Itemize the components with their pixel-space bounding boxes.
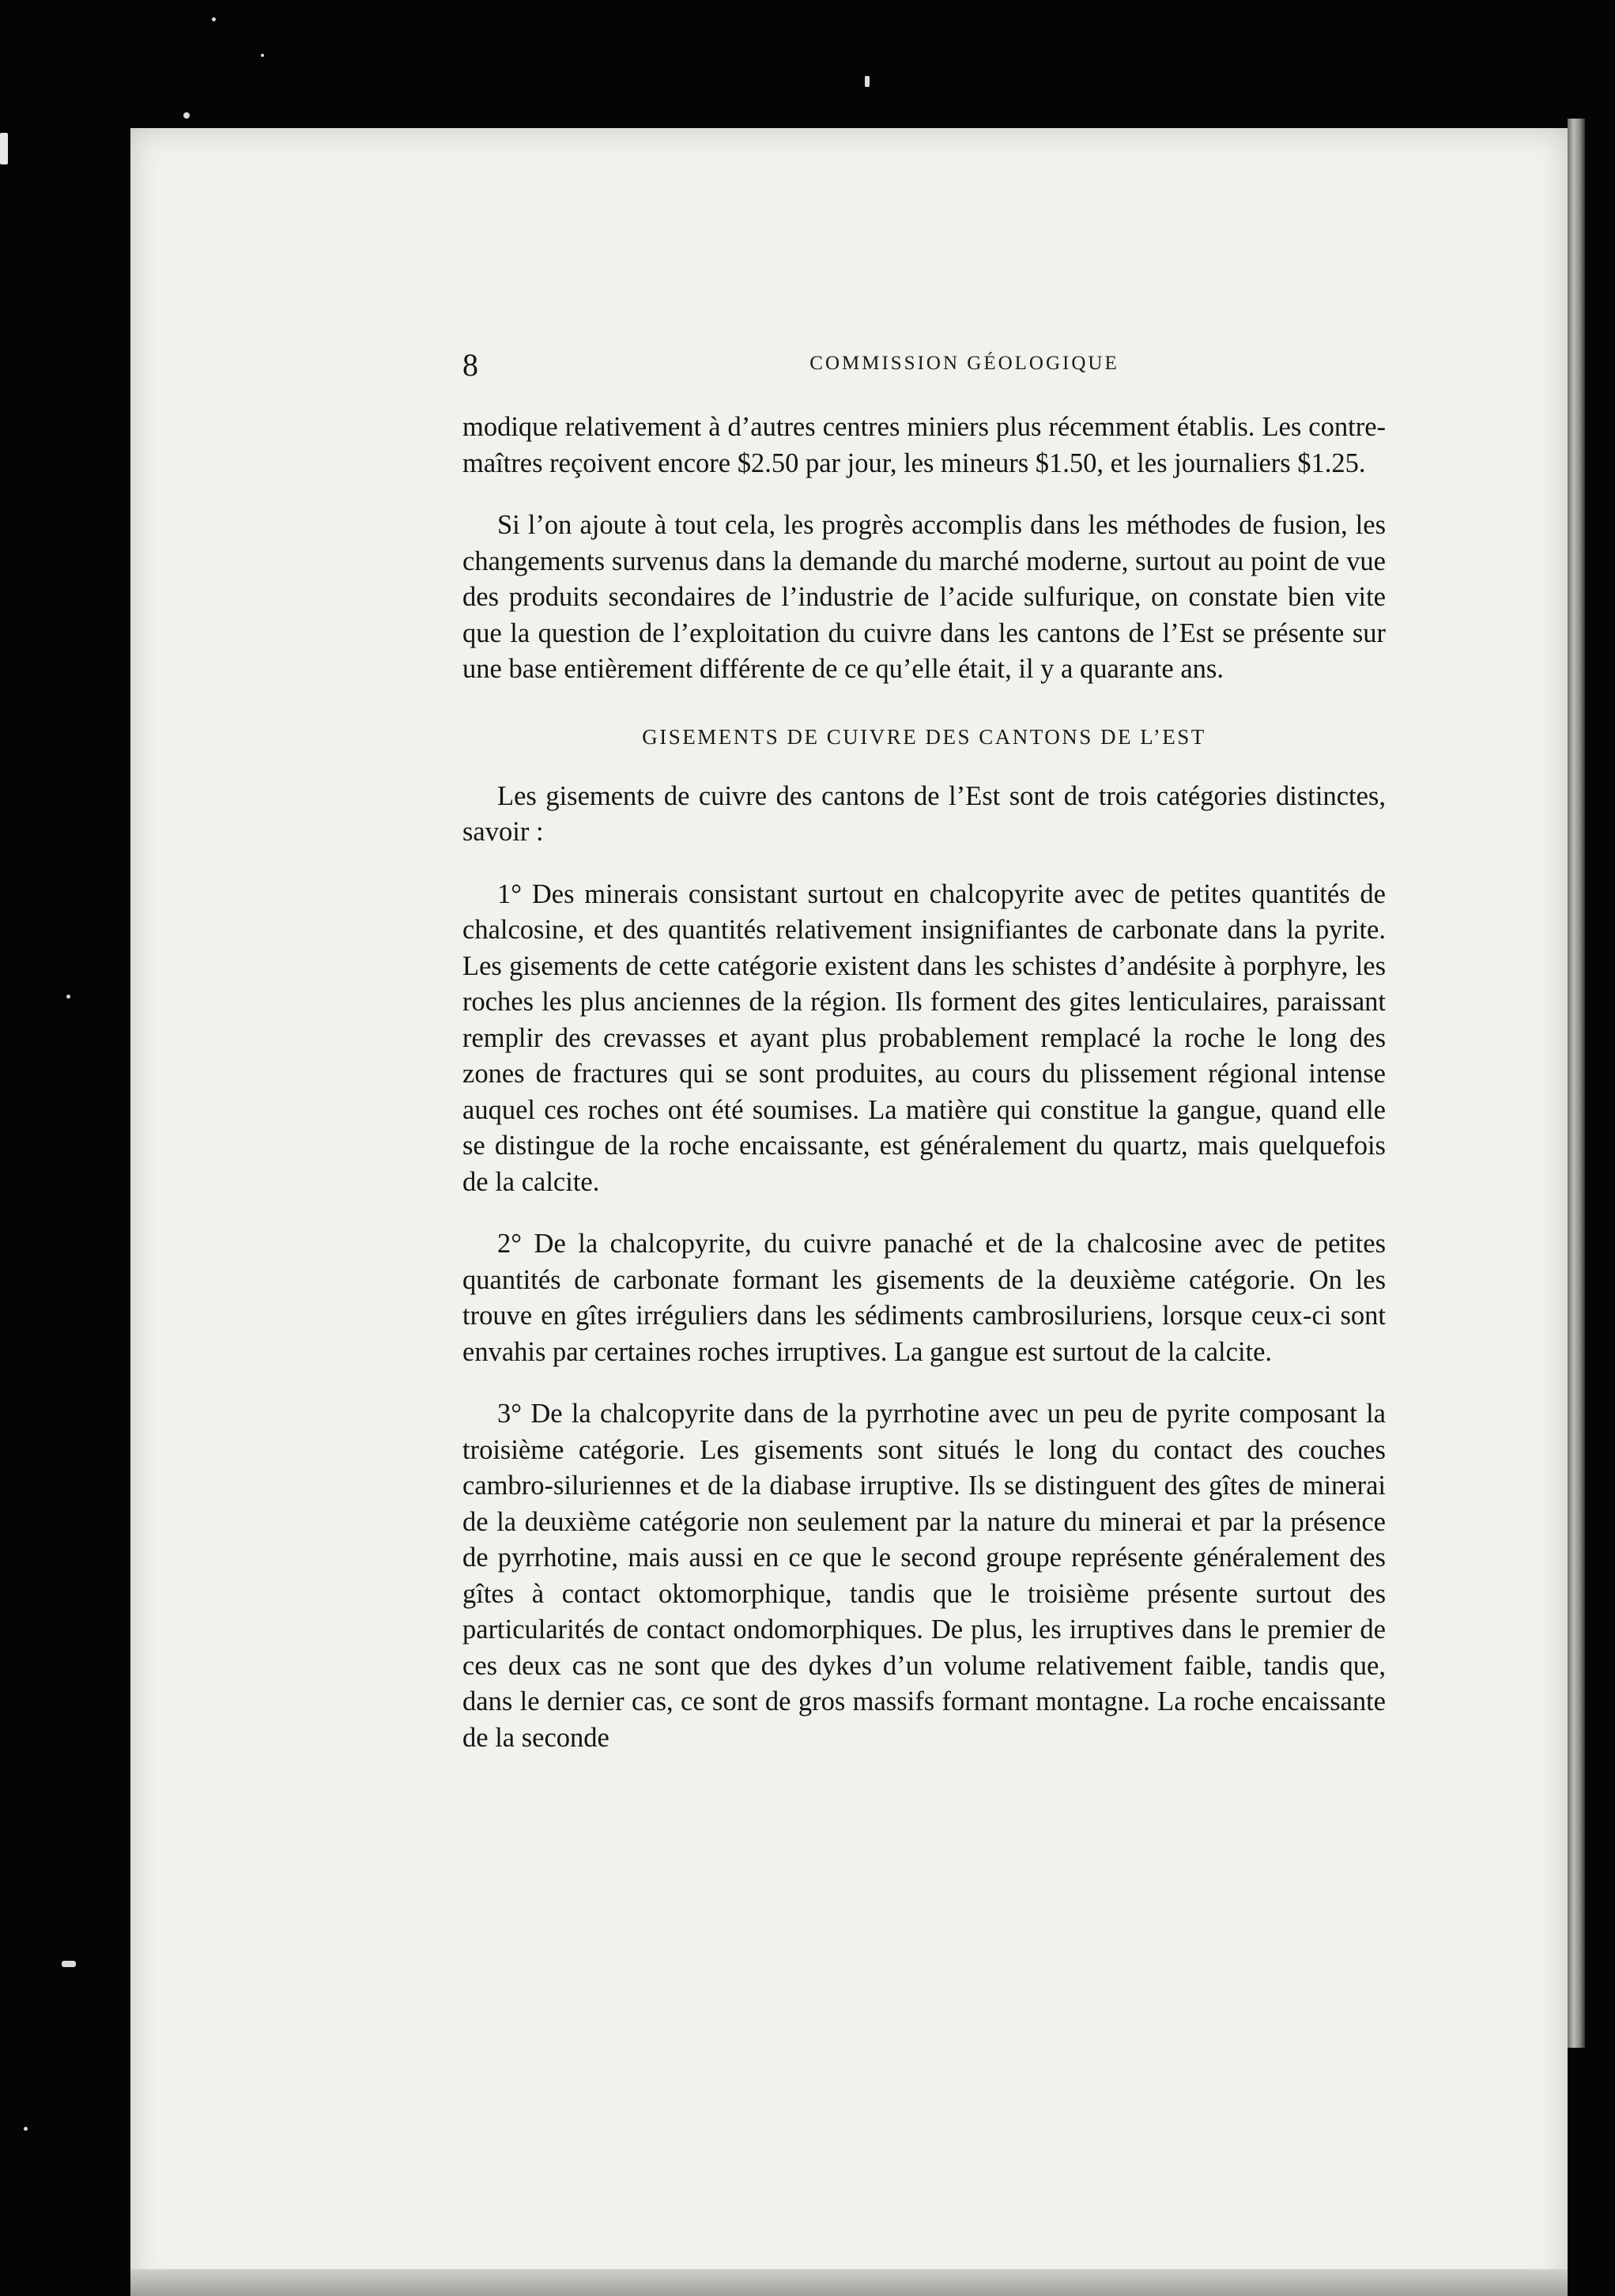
page-header bbox=[462, 346, 1419, 381]
paragraph-continued: modique relativement à d’autres centres miniers plus récemment établis. Les contre-maîtres reçoivent encore $2.50 par jour, les mineurs $1.50, et les journaliers $1.25. bbox=[462, 412, 1386, 478]
body-text bbox=[462, 410, 1386, 1756]
paragraph-item-2: 2° De la chalcopyrite, du cuivre panaché et de la chalcosine avec de petites quantités de carbonate formant les gisements de la deuxième catégorie. On les trouve en gîtes irréguliers dans les sédiments cambrosiluriens, lorsque ceux-ci sont envahis par certaines roches irruptives. La gangue est surtout de la calcite. bbox=[462, 1229, 1386, 1367]
paragraph: Les gisements de cuivre des cantons de l’Est sont de trois catégories distinctes, savoir : bbox=[462, 780, 1386, 847]
page-bottom-edge bbox=[130, 2269, 1568, 2296]
section-heading: GISEMENTS DE CUIVRE DES CANTONS DE L’EST bbox=[642, 724, 1206, 749]
paragraph: Si l’on ajoute à tout cela, les progrès accomplis dans les méthodes de fusion, les changements survenus dans la demande du marché moderne, surtout au point de vue des produits secondaires de l’industrie de l’acide sulfurique, on constate bien vite que la question de l’exploitation du cuivre dans les cantons de l’Est se présente sur une base entièrement différente de ce qu’elle était, il y a quarante ans. bbox=[462, 510, 1386, 684]
paragraph-item-1: 1° Des minerais consistant surtout en chalcopyrite avec de petites quantités de chalcosine, et des quantités relativement insignifiantes de carbonate dans la pyrite. Les gisements de cette catégorie existent dans les schistes d’andésite à porphyre, les roches les plus anciennes de la région. Ils forment des gites lenticulaires, paraissant remplir des crevasses et ayant plus probablement remplacé la roche le long des zones de fractures qui se sont produites, au cours du plissement régional intense auquel ces roches ont été soumises. La matière qui constitue la gangue, quand elle se distingue de la roche encaissante, est généralement du quartz, mais quelquefois de la calcite. bbox=[462, 878, 1386, 1197]
running-head: COMMISSION GÉOLOGIQUE bbox=[809, 353, 1119, 374]
page-number: 8 bbox=[462, 347, 478, 383]
page-edge-shadow bbox=[1568, 119, 1585, 2048]
paragraph-item-3: 3° De la chalcopyrite dans de la pyrrhotine avec un peu de pyrite composant la troisième catégorie. Les gisements sont situés le long du contact des couches cambro-siluriennes et de la diabase irruptive. Ils se distinguent des gîtes de minerai de la deuxième catégorie non seulement par la nature du minerai et par la présence de pyrrhotine, mais aussi en ce que le second groupe représente généralement des gîtes à contact oktomorphique, tandis que le troisième présente surtout des particularités de contact ondomorphiques. De plus, les irruptives dans le premier de ces deux cas ne sont que des dykes d’un volume relativement faible, tandis que, dans le dernier cas, ce sont de gros massifs formant montagne. La roche encaissante de la seconde bbox=[462, 1399, 1386, 1753]
